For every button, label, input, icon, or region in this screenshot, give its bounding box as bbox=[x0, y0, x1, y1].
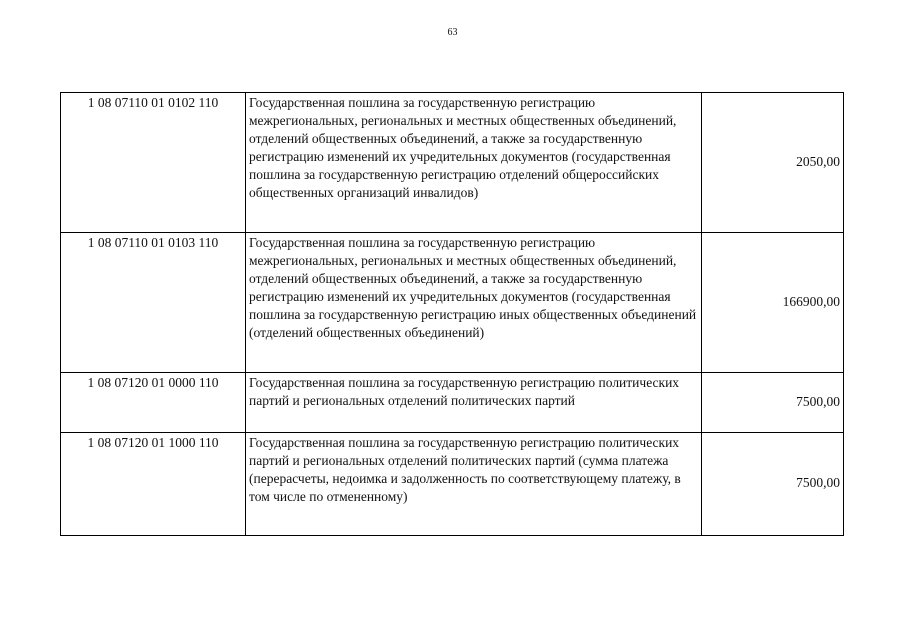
revenue-amount: 166900,00 bbox=[702, 233, 844, 373]
revenue-amount: 7500,00 bbox=[702, 433, 844, 536]
budget-revenue-table bbox=[60, 92, 844, 536]
table-row bbox=[61, 433, 844, 536]
revenue-description: Государственная пошлина за государственную регистрацию политических партий и региональных отделений политических партий (сумма платежа (перерасчеты, недоимка и задолженность по соответствующему платежу, в том числе по отмененному) bbox=[246, 433, 702, 536]
revenue-description: Государственная пошлина за государственную регистрацию политических партий и региональных отделений политических партий bbox=[246, 373, 702, 433]
budget-classification-code: 1 08 07110 01 0102 110 bbox=[61, 93, 246, 233]
budget-classification-code: 1 08 07120 01 1000 110 bbox=[61, 433, 246, 536]
table-row bbox=[61, 93, 844, 233]
revenue-description: Государственная пошлина за государственную регистрацию межрегиональных, региональных и местных общественных объединений, отделений общественных объединений, а также за государственную регистрацию изменений их учредительных документов (государственная пошлина за государственную регистрацию отделений общероссийских общественных организаций инвалидов) bbox=[246, 93, 702, 233]
revenue-amount: 7500,00 bbox=[702, 373, 844, 433]
budget-classification-code: 1 08 07110 01 0103 110 bbox=[61, 233, 246, 373]
table-row bbox=[61, 233, 844, 373]
page-number: 63 bbox=[447, 27, 458, 38]
revenue-description: Государственная пошлина за государственную регистрацию межрегиональных, региональных и местных общественных объединений, отделений общественных объединений, а также за государственную регистрацию изменений их учредительных документов (государственная пошлина за государственную регистрацию иных общественных объединений (отделений общественных объединений) bbox=[246, 233, 702, 373]
table-row bbox=[61, 373, 844, 433]
budget-classification-code: 1 08 07120 01 0000 110 bbox=[61, 373, 246, 433]
revenue-amount: 2050,00 bbox=[702, 93, 844, 233]
